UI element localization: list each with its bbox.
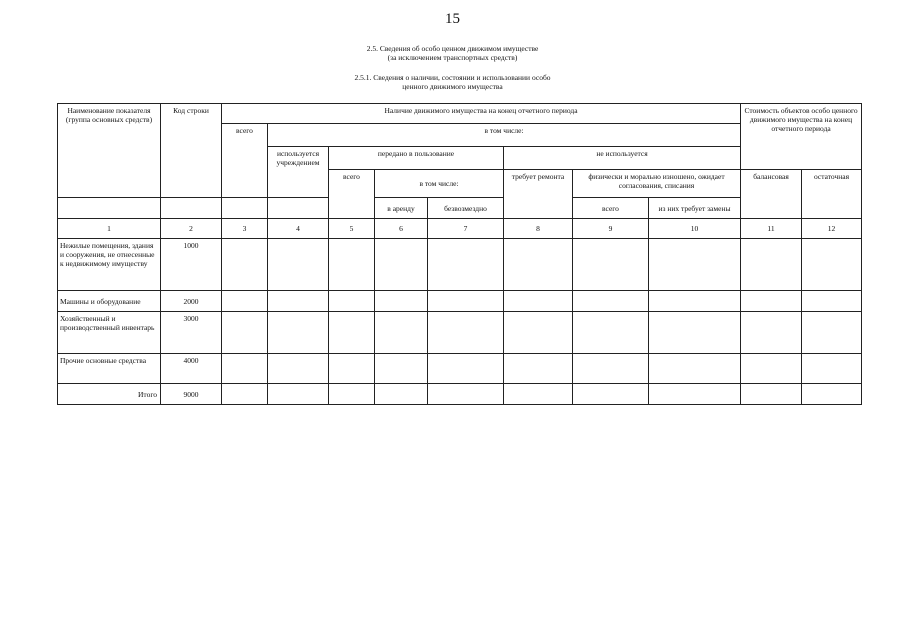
data-cell[interactable] (428, 354, 504, 384)
data-cell[interactable] (741, 239, 802, 291)
subsection-heading-line2: ценного движимого имущества (402, 82, 503, 91)
data-cell[interactable] (802, 354, 862, 384)
data-cell[interactable] (741, 384, 802, 405)
header-balance: балансовая (741, 170, 802, 219)
data-cell[interactable] (802, 312, 862, 354)
data-cell[interactable] (741, 354, 802, 384)
table-row (58, 291, 862, 312)
data-cell[interactable] (649, 239, 741, 291)
header-code: Код строки (161, 104, 222, 198)
data-cell[interactable] (329, 239, 375, 291)
section-heading (0, 44, 905, 62)
header-residual: остаточная (802, 170, 862, 219)
page-number: 15 (445, 11, 460, 27)
header-total: всего (222, 124, 268, 198)
row-code: 3000 (161, 312, 222, 354)
column-number: 2 (161, 219, 222, 239)
header-total-spacer (222, 198, 268, 219)
movable-property-table (57, 103, 862, 405)
column-number: 4 (268, 219, 329, 239)
header-used-spacer (268, 198, 329, 219)
data-cell[interactable] (375, 354, 428, 384)
row-name: Машины и оборудование (58, 291, 161, 312)
data-cell[interactable] (268, 291, 329, 312)
row-name: Итого (58, 384, 161, 405)
section-heading-line2: (за исключением транспортных средств) (387, 53, 518, 62)
header-including: в том числе: (268, 124, 741, 147)
row-name: Нежилые помещения, здания и сооружения, не отнесенные к недвижимому имуществу (58, 239, 161, 291)
data-cell[interactable] (504, 354, 573, 384)
data-cell[interactable] (375, 312, 428, 354)
data-cell[interactable] (504, 384, 573, 405)
data-cell[interactable] (802, 239, 862, 291)
data-cell[interactable] (428, 384, 504, 405)
data-cell[interactable] (268, 354, 329, 384)
data-cell[interactable] (649, 354, 741, 384)
header-worn-out: физически и морально изношено, ожидает согласования, списания (573, 170, 741, 198)
section-heading-line1: 2.5. Сведения об особо ценном движимом имуществе (366, 44, 539, 53)
data-cell[interactable] (329, 312, 375, 354)
header-name-spacer (58, 198, 161, 219)
row-code: 1000 (161, 239, 222, 291)
data-cell[interactable] (428, 239, 504, 291)
data-cell[interactable] (802, 384, 862, 405)
column-number: 6 (375, 219, 428, 239)
data-cell[interactable] (268, 312, 329, 354)
header-not-used: не используется (504, 147, 741, 170)
header-transferred-including: в том числе: (375, 170, 504, 198)
data-cell[interactable] (329, 291, 375, 312)
header-code-spacer (161, 198, 222, 219)
header-used-by-institution: используется учреждением (268, 147, 329, 198)
header-needs-replacement: из них требует замены (649, 198, 741, 219)
data-cell[interactable] (504, 291, 573, 312)
data-cell[interactable] (649, 384, 741, 405)
data-cell[interactable] (573, 384, 649, 405)
data-cell[interactable] (268, 384, 329, 405)
data-cell[interactable] (504, 312, 573, 354)
column-number: 5 (329, 219, 375, 239)
row-name: Прочие основные средства (58, 354, 161, 384)
column-number: 7 (428, 219, 504, 239)
header-transferred: передано в пользование (329, 147, 504, 170)
row-name: Хозяйственный и производственный инвентарь (58, 312, 161, 354)
data-cell[interactable] (649, 312, 741, 354)
data-cell[interactable] (802, 291, 862, 312)
data-cell[interactable] (329, 354, 375, 384)
column-number: 12 (802, 219, 862, 239)
header-needs-repair: требует ремонта (504, 170, 573, 219)
data-cell[interactable] (428, 312, 504, 354)
column-number: 8 (504, 219, 573, 239)
table-row (58, 239, 862, 291)
data-cell[interactable] (428, 291, 504, 312)
data-cell[interactable] (222, 291, 268, 312)
data-cell[interactable] (573, 291, 649, 312)
data-cell[interactable] (573, 239, 649, 291)
header-availability: Наличие движимого имущества на конец отчетного периода (222, 104, 741, 124)
data-cell[interactable] (741, 312, 802, 354)
data-cell[interactable] (329, 384, 375, 405)
header-cost: Стоимость объектов особо ценного движимого имущества на конец отчетного периода (741, 104, 862, 170)
row-code: 4000 (161, 354, 222, 384)
header-worn-total: всего (573, 198, 649, 219)
data-cell[interactable] (375, 239, 428, 291)
data-cell[interactable] (222, 239, 268, 291)
column-number: 9 (573, 219, 649, 239)
column-number: 1 (58, 219, 161, 239)
data-cell[interactable] (222, 384, 268, 405)
data-cell[interactable] (504, 239, 573, 291)
header-transferred-total: всего (329, 170, 375, 219)
row-code: 9000 (161, 384, 222, 405)
column-number-row (58, 219, 862, 239)
column-number: 11 (741, 219, 802, 239)
column-number: 3 (222, 219, 268, 239)
column-number: 10 (649, 219, 741, 239)
subsection-heading-line1: 2.5.1. Сведения о наличии, состоянии и использовании особо (354, 73, 551, 82)
data-cell[interactable] (573, 354, 649, 384)
data-cell[interactable] (573, 312, 649, 354)
row-code: 2000 (161, 291, 222, 312)
header-name: Наименование показателя (группа основных средств) (58, 104, 161, 198)
total-row (58, 384, 862, 405)
data-cell[interactable] (649, 291, 741, 312)
header-free-of-charge: безвозмездно (428, 198, 504, 219)
table-row (58, 312, 862, 354)
subsection-heading (0, 73, 905, 91)
data-cell[interactable] (375, 384, 428, 405)
table-row (58, 354, 862, 384)
data-cell[interactable] (375, 291, 428, 312)
data-cell[interactable] (222, 312, 268, 354)
data-cell[interactable] (268, 239, 329, 291)
data-cell[interactable] (222, 354, 268, 384)
header-rent: в аренду (375, 198, 428, 219)
data-cell[interactable] (741, 291, 802, 312)
